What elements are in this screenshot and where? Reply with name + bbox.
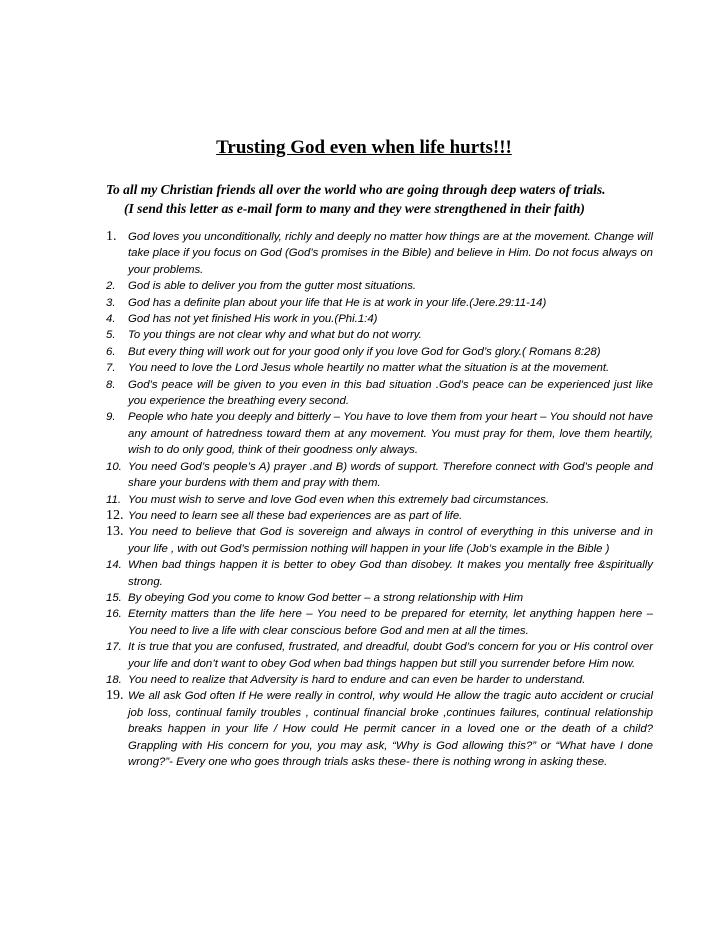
list-item-number: 8.	[106, 378, 116, 391]
list-item-text: You need God’s people’s A) prayer .and B) words of support. Therefore connect with God’s people and share your burdens with them and pray with them.	[128, 460, 653, 490]
list-item	[106, 311, 653, 327]
list-item-number: 3.	[106, 296, 116, 309]
list-item-text: You need to love the Lord Jesus whole heartily no matter what the situation is at the movement.	[128, 362, 610, 375]
list-item-number: 18.	[106, 673, 122, 686]
list-item	[106, 508, 653, 524]
list-item-number: 11.	[106, 493, 121, 506]
page-title: Trusting God even when life hurts!!!	[216, 137, 512, 158]
list-item	[106, 409, 653, 458]
list-item-number: 15.	[106, 591, 122, 604]
list-item-number: 7.	[106, 362, 116, 375]
list-item-number: 13.	[106, 524, 124, 540]
list-item	[106, 590, 653, 606]
list-item	[106, 524, 653, 557]
list-item-text: God is able to deliver you from the gutter most situations.	[128, 280, 417, 293]
list-item-text: God’s peace will be given to you even in this bad situation .God’s peace can be experienced just like you experience the breathing every second.	[128, 378, 653, 408]
list-item	[106, 295, 653, 311]
list-item-text: God has not yet finished His work in you.(Phi.1:4)	[128, 313, 378, 326]
list-item	[106, 459, 653, 492]
list-item-text: Eternity matters than the life here – You need to be prepared for eternity, let anything happen here – You need to live a life with clear conscious before God and men at all the times.	[128, 608, 653, 637]
list-item	[106, 492, 653, 508]
list-item-text: But every thing will work out for your good only if you love God for God’s glory.( Romans 8:28)	[128, 345, 601, 358]
list-item-text: We all ask God often If He were really in control, why would He allow the tragic auto accident or crucial job loss, continual family troubles , continual financial broke ,continues failures, continual relationship breaks happen in your life / How could He permit cancer in a loved one or the death of a child? Grappling with His concern for you, you may ask, “Why is God allowing this?” or “What have I done wrong?”- Every one who goes through trials asks these- there is nothing wrong in asking these.	[128, 690, 653, 768]
list-item-number: 6.	[106, 345, 116, 358]
list-item-text: God has a definite plan about your life that He is at work in your life.(Jere.29:11-14)	[128, 296, 547, 309]
list-item-number: 19.	[106, 688, 124, 704]
list-item	[106, 606, 653, 639]
list-item-number: 4.	[106, 313, 116, 326]
list-item-text: To you things are not clear why and what but do not worry.	[128, 329, 422, 342]
list-item	[106, 229, 653, 278]
list-item-text: When bad things happen it is better to obey God than disobey. It makes you mentally free &spiritually strong.	[128, 559, 653, 588]
list-item	[106, 344, 653, 360]
list-item-text: You need to realize that Adversity is hard to endure and can even be harder to understand.	[128, 673, 586, 686]
list-item-number: 2.	[106, 280, 116, 293]
list-item-number: 10.	[106, 460, 122, 473]
intro-line-2: (I send this letter as e-mail form to many and they were strengthened in their faith)	[124, 201, 585, 216]
list-item	[106, 360, 653, 376]
list-item-number: 16.	[106, 608, 122, 621]
list-item-text: You must wish to serve and love God even when this extremely bad circumstances.	[128, 493, 550, 506]
list-item	[106, 639, 653, 672]
list-item-text: People who hate you deeply and bitterly – You have to love them from your heart – You should not have any amount of hatredness toward them at any movement. You must pray for them, love them heartily, wish to do only good, think of their goodness only always.	[128, 411, 653, 457]
intro-paragraph	[106, 180, 666, 218]
list-item-number: 14.	[106, 559, 122, 572]
points-list	[106, 229, 653, 770]
list-item-number: 5.	[106, 329, 116, 342]
list-item	[106, 377, 653, 410]
list-item-text: You need to learn see all these bad experiences are as part of life.	[128, 509, 463, 522]
list-item-text: You need to believe that God is sovereign and always in control of everything in this universe and in your life , with out God’s permission nothing will happen in your life (Job’s example in the Bible )	[128, 526, 653, 555]
list-item-number: 17.	[106, 641, 122, 654]
list-item-text: God loves you unconditionally, richly and deeply no matter how things are at the movement. Change will take place if you focus on God (God’s promises in the Bible) and believe in Him. Do not focus always on your problems.	[128, 231, 653, 276]
list-item	[106, 672, 653, 688]
list-item-number: 12.	[106, 507, 124, 523]
intro-line-1: To all my Christian friends all over the world who are going through deep waters of trials.	[106, 182, 606, 197]
list-item-text: It is true that you are confused, frustrated, and dreadful, doubt God’s concern for you or His control over your life and don’t want to obey God when bad things happen but still you surrender before Him now.	[128, 641, 653, 670]
list-item	[106, 278, 653, 294]
list-item	[106, 688, 653, 770]
list-item-number: 1.	[106, 229, 117, 244]
list-item	[106, 557, 653, 590]
list-item	[106, 327, 653, 343]
list-item-text: By obeying God you come to know God better – a strong relationship with Him	[128, 591, 524, 604]
list-item-number: 9.	[106, 411, 116, 424]
